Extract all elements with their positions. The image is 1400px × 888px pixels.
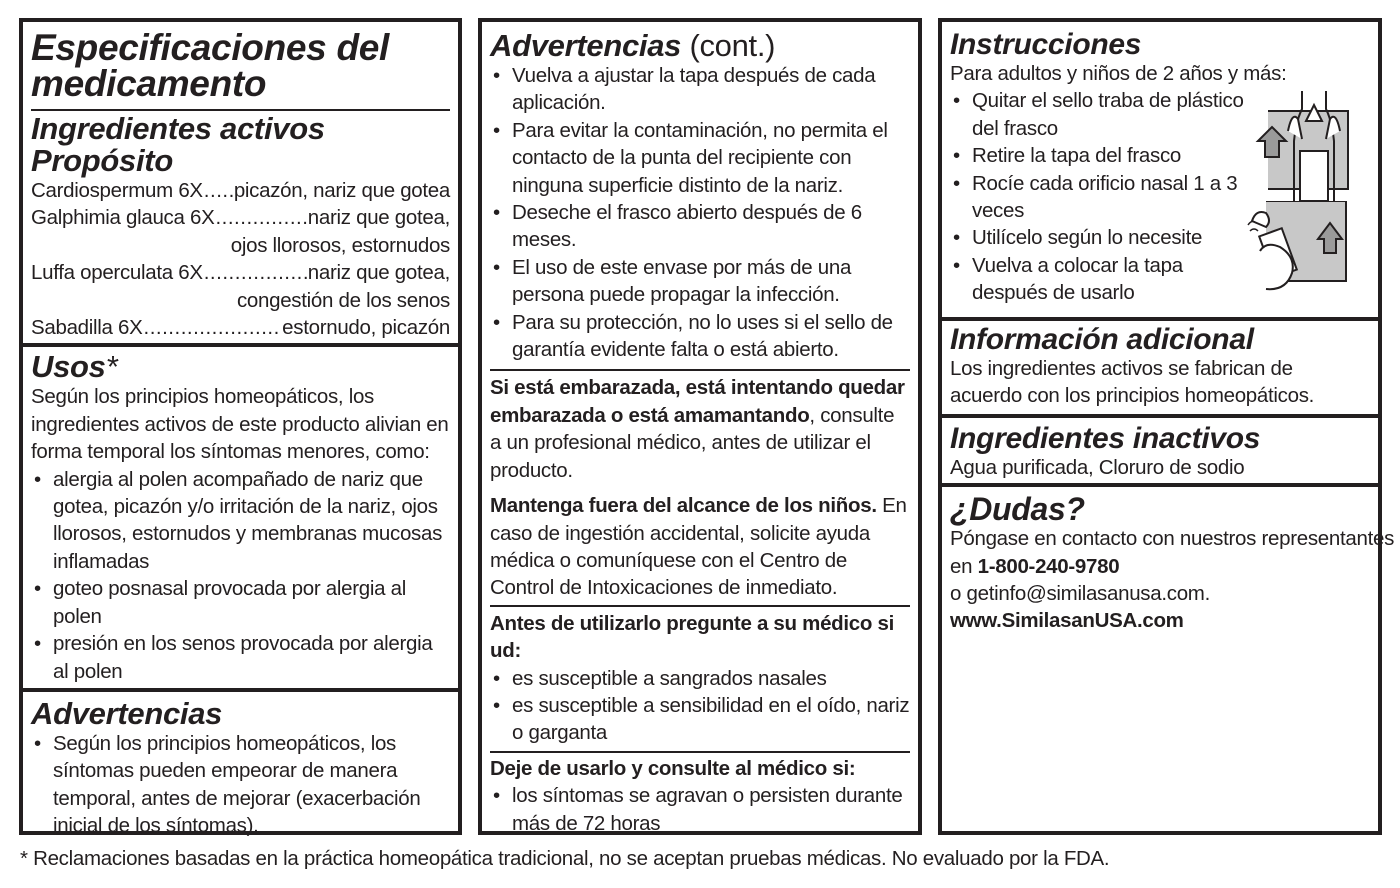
en-text: en — [950, 554, 978, 578]
ingredient-row — [31, 177, 450, 204]
column-left — [19, 18, 462, 838]
warnings-cont-list — [490, 62, 910, 363]
title-line-2: medicamento — [31, 63, 267, 104]
list-item: • Vuelva a ajustar la tapa después de cada aplicación. — [490, 62, 910, 117]
leader-dots — [144, 314, 282, 341]
divider — [490, 369, 910, 371]
ask-doctor-list — [490, 665, 910, 747]
other-info-text: Los ingredientes activos se fabrican de acuerdo con los principios homeopáticos. — [950, 357, 1315, 408]
leader-dots — [204, 177, 233, 204]
spray-illustration-icon — [1246, 201, 1356, 291]
list-item: • alergia al polen acompañado de nariz que gotea, picazón y/o irritación de la nariz, ojos llorosos, estornudos y membranas mucosas inflamadas — [31, 466, 450, 576]
list-item: • los síntomas se agravan o persisten durante más de 72 horas — [490, 782, 910, 837]
leader-dots — [204, 259, 307, 286]
list-item: • Para evitar la contaminación, no permita el contacto de la punta del recipiente con ninguna superficie distinto de la nariz. — [490, 117, 910, 199]
uses-heading — [31, 351, 450, 383]
email-address[interactable]: o getinfo@similasanusa.com. — [950, 582, 1210, 606]
list-item: • es susceptible a sangrados nasales — [490, 665, 910, 692]
list-item: • Quitar el sello traba de plástico del frasco — [950, 87, 1250, 142]
ingredient-purpose: picazón, nariz que gotea — [233, 179, 450, 202]
ingredients-list — [31, 177, 450, 341]
list-item: • presión en los senos provocada por alergia al polen — [31, 630, 450, 685]
ingredient-row — [31, 204, 450, 231]
inactive-ingredients-heading: Ingredientes inactivos — [950, 421, 1261, 455]
list-item: • Utilícelo según lo necesite — [950, 224, 1250, 251]
ingredient-name: Cardiospermum 6X — [31, 179, 203, 202]
children-warning — [490, 492, 910, 602]
other-info-section — [942, 321, 1378, 418]
questions-phone-line — [950, 553, 1370, 580]
list-item: • Retire la tapa del frasco — [950, 142, 1250, 169]
children-text: En caso de ingestión accidental, solicite ayuda médica o comuníquese con el Centro de Control de Intoxicaciones de inmediato. — [490, 494, 907, 600]
directions-heading: Instrucciones — [950, 28, 1142, 61]
warnings-cont-heading-text: Advertencias — [490, 28, 682, 63]
pregnancy-warning — [490, 374, 910, 484]
ingredient-purpose: estornudo, picazón — [282, 316, 450, 340]
other-info-heading: Información adicional — [950, 323, 1254, 356]
phone-number[interactable]: 1-800-240-9780 — [977, 554, 1120, 578]
drug-facts-section — [23, 22, 458, 347]
active-ingredients-heading: Ingredientes activos Propósito — [31, 111, 325, 178]
heading-suffix: (cont.) — [689, 28, 776, 63]
warnings-cont-heading — [490, 30, 910, 62]
stop-use-list — [490, 782, 910, 837]
asterisk: * — [105, 349, 118, 385]
list-item: • es susceptible a sensibilidad en el oído, nariz o garganta — [490, 692, 910, 747]
pregnancy-text: , consulte a un profesional médico, antes de utilizar el producto. — [490, 403, 895, 482]
ingredient-name: Luffa operculata 6X — [31, 261, 203, 285]
warnings-list — [31, 730, 450, 840]
footer-disclaimer: * Reclamaciones basadas en la práctica homeopática tradicional, no se aceptan pruebas médicas. No evaluado por la FDA. — [20, 847, 1110, 870]
list-item: • Vuelva a colocar la tapa después de usarlo — [950, 252, 1250, 307]
column-right — [938, 18, 1395, 835]
divider — [490, 605, 910, 607]
ask-doctor-heading: Antes de utilizarlo pregunte a su médico si ud: — [490, 611, 895, 663]
pregnancy-bold: Si está embarazada, está intentando quedar embarazada o está amamantando — [490, 376, 905, 427]
questions-section — [942, 487, 1395, 635]
ingredient-row — [31, 314, 450, 341]
ingredient-row — [31, 259, 450, 286]
ingredient-purpose: nariz que gotea, — [307, 261, 450, 285]
list-item: • goteo posnasal provocada por alergia al polen — [31, 575, 450, 630]
ingredient-purpose-cont: congestión de los senos — [236, 288, 450, 312]
warnings-heading: Advertencias — [31, 695, 223, 731]
drug-facts-title — [31, 27, 450, 104]
warnings-cont-section — [482, 22, 918, 837]
list-item: • Deseche el frasco abierto después de 6 meses. — [490, 199, 910, 254]
uses-section — [23, 347, 458, 691]
list-item: • Rocíe cada orificio nasal 1 a 3 veces — [950, 170, 1250, 225]
directions-intro: Para adultos y niños de 2 años y más: — [950, 62, 1287, 85]
uses-intro: Según los principios homeopáticos, los ingredientes activos de este producto alivian en forma temporal los síntomas menores, como: — [31, 385, 449, 464]
list-item: • Según los principios homeopáticos, los síntomas pueden empeorar de manera temporal, antes de mejorar (exacerbación inicial de los síntomas). — [31, 730, 450, 840]
leader-dots — [215, 204, 306, 231]
inactive-ingredients-text: Agua purificada, Cloruro de sodio — [950, 455, 1245, 479]
ingredient-purpose: nariz que gotea, — [307, 206, 450, 230]
remove-seal-illustration-icon — [1246, 91, 1356, 201]
list-item: • Para su protección, no lo uses si el sello de garantía evidente falta o está abierto. — [490, 309, 910, 364]
ingredient-name: Galphimia glauca 6X — [31, 206, 215, 230]
inactive-ingredients-section — [942, 418, 1378, 487]
website-link[interactable]: www.SimilasanUSA.com — [950, 609, 1184, 633]
questions-line1: Póngase en contacto con nuestros representantes — [950, 527, 1395, 551]
directions-list — [950, 87, 1250, 306]
stop-use-heading: Deje de usarlo y consulte al médico si: — [490, 756, 856, 780]
title-line-1: Especificaciones del — [31, 27, 390, 68]
questions-heading: ¿Dudas? — [950, 491, 1085, 528]
directions-body — [950, 87, 1370, 306]
column-middle — [478, 18, 922, 835]
directions-section — [942, 22, 1378, 321]
children-bold: Mantenga fuera del alcance de los niños. — [490, 494, 877, 518]
ingredient-name: Sabadilla 6X — [31, 316, 143, 340]
warnings-section — [23, 692, 458, 840]
uses-list — [31, 466, 450, 685]
ingredient-purpose-cont: ojos llorosos, estornudos — [230, 233, 450, 257]
list-item: • El uso de este envase por más de una persona puede propagar la infección. — [490, 254, 910, 309]
uses-heading-text: Usos — [31, 349, 106, 385]
divider — [490, 751, 910, 753]
